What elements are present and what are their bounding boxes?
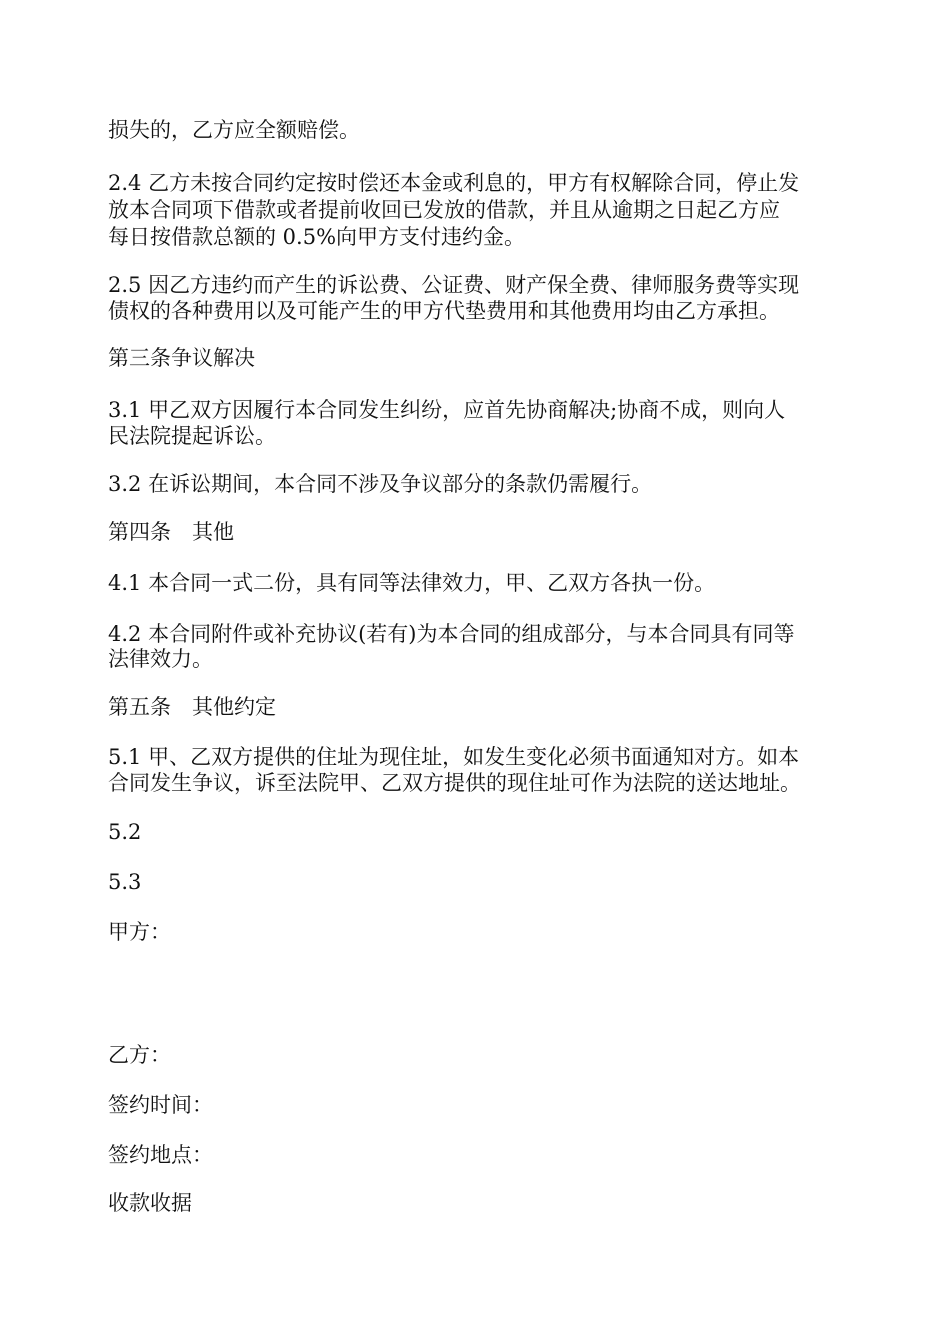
clause-3-2-line: 3.2 在诉讼期间，本合同不涉及争议部分的条款仍需履行。: [108, 472, 653, 496]
clause-2-4-line: 每日按借款总额的 0.5%向甲方支付违约金。: [108, 225, 526, 249]
signing-place-label: 签约地点：: [108, 1143, 213, 1167]
clause-4-2-line: 4.2 本合同附件或补充协议(若有)为本合同的组成部分，与本合同具有同等: [108, 622, 795, 646]
clause-5-3: 5.3: [108, 870, 142, 894]
clause-4-2-line: 法律效力。: [108, 647, 213, 671]
clause-2-5-line: 2.5 因乙方违约而产生的诉讼费、公证费、财产保全费、律师服务费等实现: [108, 273, 800, 297]
clause-4-1-line: 4.1 本合同一式二份，具有同等法律效力，甲、乙双方各执一份。: [108, 571, 716, 595]
article-4-heading: 第四条 其他: [108, 520, 234, 544]
article-5-heading: 第五条 其他约定: [108, 695, 276, 719]
clause-5-2: 5.2: [108, 820, 142, 844]
signing-time-label: 签约时间：: [108, 1093, 213, 1117]
clause-2-4-line: 2.4 乙方未按合同约定按时偿还本金或利息的，甲方有权解除合同，停止发: [108, 171, 800, 195]
clause-3-1-line: 3.1 甲乙双方因履行本合同发生纠纷，应首先协商解决;协商不成，则向人: [108, 398, 786, 422]
clause-3-1-line: 民法院提起诉讼。: [108, 424, 276, 448]
clause-2-4-line: 放本合同项下借款或者提前收回已发放的借款，并且从逾期之日起乙方应: [108, 198, 780, 222]
clause-5-1-line: 5.1 甲、乙双方提供的住址为现住址，如发生变化必须书面通知对方。如本: [108, 745, 800, 769]
clause-2-5-line: 债权的各种费用以及可能产生的甲方代垫费用和其他费用均由乙方承担。: [108, 299, 780, 323]
receipt-heading: 收款收据: [108, 1191, 192, 1215]
clause-5-1-line: 合同发生争议，诉至法院甲、乙双方提供的现住址可作为法院的送达地址。: [108, 771, 801, 795]
text-line: 损失的，乙方应全额赔偿。: [108, 118, 360, 142]
article-3-heading: 第三条争议解决: [108, 346, 255, 370]
party-b-label: 乙方：: [108, 1043, 171, 1067]
party-a-label: 甲方：: [108, 920, 171, 944]
